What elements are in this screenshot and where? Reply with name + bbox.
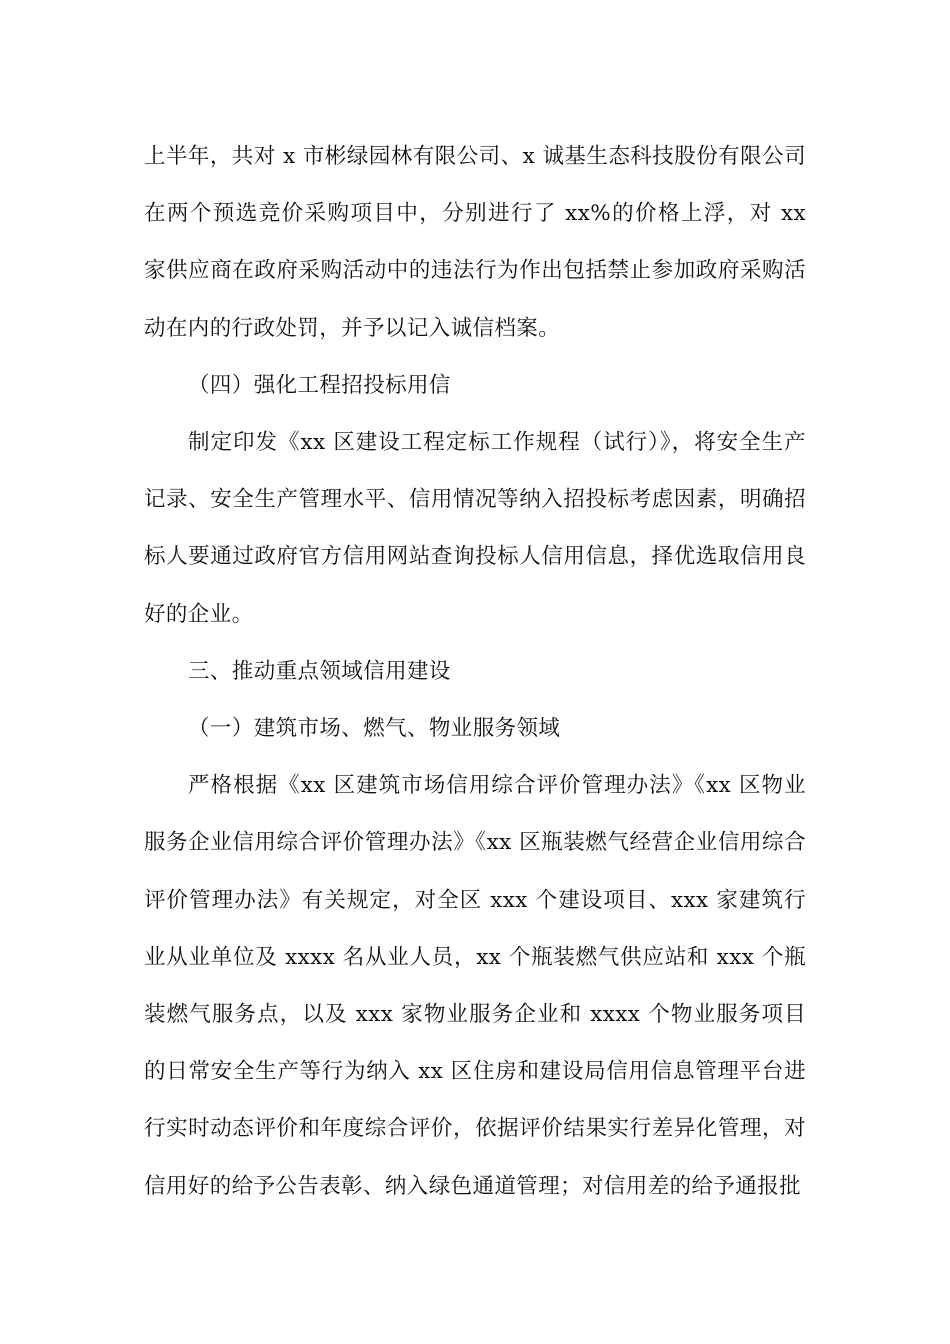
section-heading-bidding-credit: （四）强化工程招投标用信 [188, 372, 451, 398]
subsection-heading-construction-gas-property: （一）建筑市场、燃气、物业服务领域 [188, 716, 561, 742]
paragraph-procurement-penalties: 上半年，共对 x 市彬绿园林有限公司、x 诚基生态科技股份有限公司在两个预选竞价采购项目中，分别进行了 xx%的价格上浮，对 xx 家供应商在政府采购活动中的违法行为作出包括禁止参加政府采购活动在内的行政处罚，并予以记入诚信档案。 [144, 144, 806, 341]
document-body [144, 128, 806, 1215]
section-heading-key-areas: 三、推动重点领域信用建设 [188, 658, 451, 684]
paragraph-bidding-rules: 制定印发《xx 区建设工程定标工作规程（试行）》，将安全生产记录、安全生产管理水平、信用情况等纳入招投标考虑因素，明确招标人要通过政府官方信用网站查询投标人信用信息，择优选取信用良好的企业。 [144, 430, 806, 627]
paragraph-credit-evaluation: 严格根据《xx 区建筑市场信用综合评价管理办法》《xx 区物业服务企业信用综合评价管理办法》《xx 区瓶装燃气经营企业信用综合评价管理办法》有关规定，对全区 xxx 个建设项目、xxx 家建筑行业从业单位及 xxxx 名从业人员，xx 个瓶装燃气供应站和 xxx 个瓶装燃气服务点，以及 xxx 家物业服务企业和 xxxx 个物业服务项目的日常安全生产等行为纳入 xx 区住房和建设局信用信息管理平台进行实时动态评价和年度综合评价，依据评价结果实行差异化管理，对信用好的给予公告表彰、纳入绿色通道管理；对信用差的给予通报批 [144, 773, 806, 1199]
